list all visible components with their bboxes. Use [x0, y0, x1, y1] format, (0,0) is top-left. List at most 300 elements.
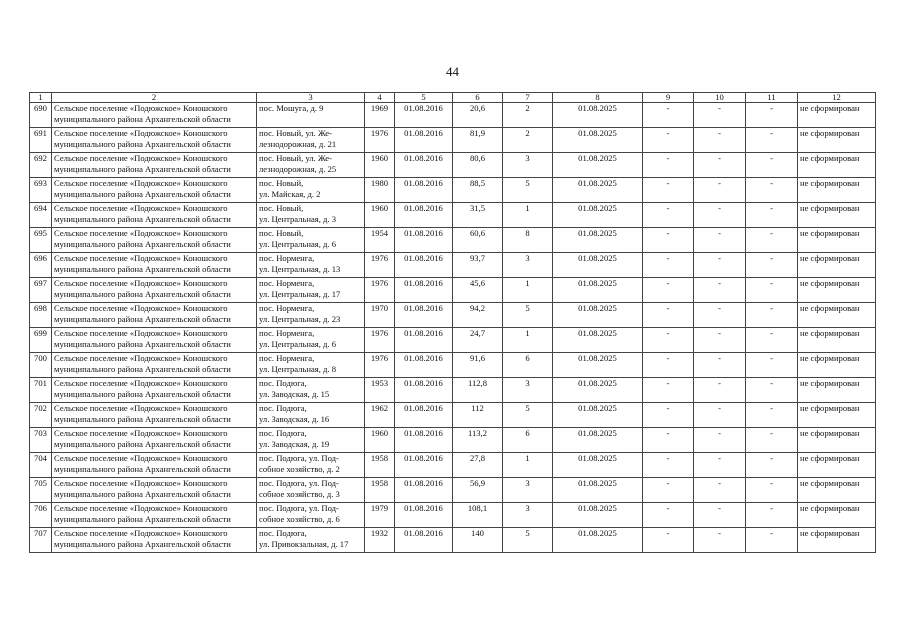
cell-area: 91,6 [453, 353, 503, 378]
cell-settlement-name [52, 203, 257, 228]
cell-address [257, 353, 365, 378]
cell-settlement-name [52, 278, 257, 303]
cell-count: 5 [503, 528, 553, 553]
register-table [29, 92, 876, 553]
settlement-name-line: муниципального района Архангельской области [54, 363, 231, 374]
cell-date-end: 01.08.2025 [553, 278, 643, 303]
cell-address [257, 203, 365, 228]
cell-col-9-value: - [643, 203, 694, 228]
cell-col-10-value: - [694, 203, 746, 228]
cell-count: 3 [503, 153, 553, 178]
address-line: ул. Майская, д. 2 [259, 188, 321, 199]
column-header-6: 6 [453, 93, 503, 103]
address-line: пос. Новый, [259, 203, 304, 213]
cell-col-11-value: - [746, 328, 798, 353]
cell-area: 20,6 [453, 103, 503, 128]
cell-address [257, 328, 365, 353]
settlement-name-line: Сельское поселение «Подюжское» Коношского [54, 328, 228, 338]
cell-settlement-name [52, 453, 257, 478]
cell-count: 3 [503, 503, 553, 528]
settlement-name-line: муниципального района Архангельской области [54, 138, 231, 149]
settlement-name-line: Сельское поселение «Подюжское» Коношского [54, 178, 228, 188]
cell-date-end: 01.08.2025 [553, 403, 643, 428]
cell-col-10-value: - [694, 278, 746, 303]
cell-col-11-value: - [746, 353, 798, 378]
cell-date-start: 01.08.2016 [395, 103, 453, 128]
cell-address [257, 403, 365, 428]
address-line: ул. Центральная, д. 13 [259, 263, 341, 274]
column-header-8: 8 [553, 93, 643, 103]
cell-count: 1 [503, 453, 553, 478]
settlement-name-line: Сельское поселение «Подюжское» Коношского [54, 153, 228, 163]
cell-status: не сформирован [798, 253, 876, 278]
cell-year-built: 1979 [365, 503, 395, 528]
cell-row-number: 694 [30, 203, 52, 228]
settlement-name-line: муниципального района Архангельской области [54, 538, 231, 549]
cell-row-number: 692 [30, 153, 52, 178]
table-row [30, 328, 876, 353]
cell-col-9-value: - [643, 503, 694, 528]
cell-year-built: 1976 [365, 128, 395, 153]
address-line: ул. Центральная, д. 6 [259, 238, 337, 249]
cell-col-10-value: - [694, 253, 746, 278]
cell-col-9-value: - [643, 403, 694, 428]
cell-date-end: 01.08.2025 [553, 378, 643, 403]
cell-row-number: 706 [30, 503, 52, 528]
table-row [30, 103, 876, 128]
cell-col-11-value: - [746, 103, 798, 128]
cell-col-11-value: - [746, 478, 798, 503]
cell-status: не сформирован [798, 128, 876, 153]
table-row [30, 453, 876, 478]
cell-date-end: 01.08.2025 [553, 453, 643, 478]
cell-row-number: 702 [30, 403, 52, 428]
cell-year-built: 1970 [365, 303, 395, 328]
cell-area: 93,7 [453, 253, 503, 278]
settlement-name-line: Сельское поселение «Подюжское» Коношского [54, 128, 228, 138]
cell-col-11-value: - [746, 453, 798, 478]
address-line: ул. Центральная, д. 6 [259, 338, 337, 349]
settlement-name-line: Сельское поселение «Подюжское» Коношского [54, 303, 228, 313]
cell-year-built: 1962 [365, 403, 395, 428]
cell-year-built: 1960 [365, 153, 395, 178]
cell-status: не сформирован [798, 403, 876, 428]
settlement-name-line: муниципального района Архангельской области [54, 213, 231, 224]
cell-status: не сформирован [798, 503, 876, 528]
cell-date-start: 01.08.2016 [395, 453, 453, 478]
cell-row-number: 697 [30, 278, 52, 303]
cell-row-number: 701 [30, 378, 52, 403]
cell-area: 80,6 [453, 153, 503, 178]
settlement-name-line: муниципального района Архангельской области [54, 113, 231, 124]
cell-count: 6 [503, 428, 553, 453]
address-line: пос. Новый, ул. Же- [259, 153, 332, 163]
cell-count: 3 [503, 253, 553, 278]
cell-col-10-value: - [694, 303, 746, 328]
table-row [30, 153, 876, 178]
address-line: ул. Центральная, д. 17 [259, 288, 341, 299]
cell-date-start: 01.08.2016 [395, 153, 453, 178]
cell-col-9-value: - [643, 353, 694, 378]
cell-date-start: 01.08.2016 [395, 228, 453, 253]
cell-row-number: 696 [30, 253, 52, 278]
address-line: пос. Норменга, [259, 253, 315, 263]
cell-date-end: 01.08.2025 [553, 103, 643, 128]
cell-address [257, 378, 365, 403]
table-row [30, 503, 876, 528]
table-row [30, 228, 876, 253]
cell-col-10-value: - [694, 103, 746, 128]
cell-status: не сформирован [798, 278, 876, 303]
cell-address [257, 303, 365, 328]
settlement-name-line: муниципального района Архангельской области [54, 388, 231, 399]
cell-col-9-value: - [643, 178, 694, 203]
settlement-name-line: Сельское поселение «Подюжское» Коношского [54, 378, 228, 388]
cell-col-10-value: - [694, 428, 746, 453]
cell-count: 3 [503, 478, 553, 503]
address-line: собное хозяйство, д. 2 [259, 463, 340, 474]
cell-date-end: 01.08.2025 [553, 478, 643, 503]
column-header-4: 4 [365, 93, 395, 103]
cell-year-built: 1976 [365, 278, 395, 303]
settlement-name-line: муниципального района Архангельской области [54, 338, 231, 349]
settlement-name-line: муниципального района Архангельской области [54, 488, 231, 499]
address-line: пос. Норменга, [259, 328, 315, 338]
cell-area: 94,2 [453, 303, 503, 328]
cell-settlement-name [52, 178, 257, 203]
address-line: ул. Заводская, д. 19 [259, 438, 330, 449]
cell-settlement-name [52, 153, 257, 178]
cell-status: не сформирован [798, 153, 876, 178]
settlement-name-line: муниципального района Архангельской области [54, 238, 231, 249]
table-row [30, 303, 876, 328]
cell-date-end: 01.08.2025 [553, 528, 643, 553]
cell-col-11-value: - [746, 378, 798, 403]
table-row [30, 203, 876, 228]
cell-year-built: 1932 [365, 528, 395, 553]
cell-col-9-value: - [643, 478, 694, 503]
table-row [30, 378, 876, 403]
cell-col-11-value: - [746, 503, 798, 528]
settlement-name-line: Сельское поселение «Подюжское» Коношского [54, 528, 228, 538]
cell-col-9-value: - [643, 128, 694, 153]
cell-col-10-value: - [694, 228, 746, 253]
settlement-name-line: Сельское поселение «Подюжское» Коношского [54, 203, 228, 213]
cell-year-built: 1960 [365, 203, 395, 228]
cell-settlement-name [52, 403, 257, 428]
cell-col-10-value: - [694, 128, 746, 153]
cell-col-9-value: - [643, 378, 694, 403]
cell-count: 5 [503, 303, 553, 328]
cell-count: 2 [503, 128, 553, 153]
cell-date-start: 01.08.2016 [395, 178, 453, 203]
cell-count: 3 [503, 378, 553, 403]
table-header-row [30, 93, 876, 103]
cell-year-built: 1958 [365, 478, 395, 503]
cell-date-start: 01.08.2016 [395, 203, 453, 228]
cell-col-9-value: - [643, 228, 694, 253]
address-line: ул. Привокзальная, д. 17 [259, 538, 349, 549]
cell-address [257, 528, 365, 553]
cell-year-built: 1976 [365, 328, 395, 353]
settlement-name-line: Сельское поселение «Подюжское» Коношского [54, 478, 228, 488]
address-line: пос. Подюга, ул. Под- [259, 503, 339, 513]
cell-date-start: 01.08.2016 [395, 503, 453, 528]
cell-address [257, 253, 365, 278]
cell-year-built: 1976 [365, 353, 395, 378]
settlement-name-line: муниципального района Архангельской области [54, 288, 231, 299]
address-line: ул. Центральная, д. 23 [259, 313, 341, 324]
cell-address [257, 128, 365, 153]
cell-col-10-value: - [694, 403, 746, 428]
cell-date-start: 01.08.2016 [395, 353, 453, 378]
cell-settlement-name [52, 428, 257, 453]
address-line: ул. Центральная, д. 8 [259, 363, 337, 374]
cell-col-10-value: - [694, 478, 746, 503]
cell-address [257, 453, 365, 478]
cell-col-11-value: - [746, 278, 798, 303]
cell-col-10-value: - [694, 528, 746, 553]
cell-date-end: 01.08.2025 [553, 503, 643, 528]
address-line: собное хозяйство, д. 6 [259, 513, 340, 524]
cell-area: 112 [453, 403, 503, 428]
cell-address [257, 428, 365, 453]
column-header-3: 3 [257, 93, 365, 103]
cell-col-11-value: - [746, 403, 798, 428]
cell-area: 108,1 [453, 503, 503, 528]
column-header-12: 12 [798, 93, 876, 103]
table-row [30, 128, 876, 153]
cell-count: 1 [503, 203, 553, 228]
address-line: пос. Новый, ул. Же- [259, 128, 332, 138]
cell-area: 112,8 [453, 378, 503, 403]
cell-date-start: 01.08.2016 [395, 253, 453, 278]
address-line: ул. Заводская, д. 16 [259, 413, 330, 424]
cell-col-10-value: - [694, 153, 746, 178]
cell-area: 81,9 [453, 128, 503, 153]
cell-count: 1 [503, 278, 553, 303]
cell-row-number: 699 [30, 328, 52, 353]
column-header-9: 9 [643, 93, 694, 103]
cell-col-11-value: - [746, 128, 798, 153]
cell-col-10-value: - [694, 453, 746, 478]
cell-count: 2 [503, 103, 553, 128]
settlement-name-line: Сельское поселение «Подюжское» Коношского [54, 228, 228, 238]
cell-address [257, 278, 365, 303]
cell-status: не сформирован [798, 303, 876, 328]
cell-date-end: 01.08.2025 [553, 178, 643, 203]
cell-col-11-value: - [746, 303, 798, 328]
cell-row-number: 695 [30, 228, 52, 253]
cell-col-11-value: - [746, 528, 798, 553]
cell-area: 24,7 [453, 328, 503, 353]
cell-year-built: 1953 [365, 378, 395, 403]
cell-settlement-name [52, 228, 257, 253]
cell-row-number: 693 [30, 178, 52, 203]
cell-settlement-name [52, 503, 257, 528]
cell-col-11-value: - [746, 228, 798, 253]
column-header-10: 10 [694, 93, 746, 103]
cell-address [257, 178, 365, 203]
settlement-name-line: муниципального района Архангельской области [54, 513, 231, 524]
column-header-11: 11 [746, 93, 798, 103]
cell-date-end: 01.08.2025 [553, 328, 643, 353]
settlement-name-line: Сельское поселение «Подюжское» Коношского [54, 353, 228, 363]
address-line: ул. Центральная, д. 3 [259, 213, 337, 224]
cell-date-end: 01.08.2025 [553, 153, 643, 178]
settlement-name-line: муниципального района Архангельской области [54, 163, 231, 174]
cell-col-9-value: - [643, 453, 694, 478]
cell-address [257, 478, 365, 503]
settlement-name-line: Сельское поселение «Подюжское» Коношского [54, 503, 228, 513]
column-header-1: 1 [30, 93, 52, 103]
table-row [30, 253, 876, 278]
address-line: пос. Подюга, ул. Под- [259, 478, 339, 488]
cell-address [257, 153, 365, 178]
address-line: лезнодорожная, д. 21 [259, 138, 337, 149]
cell-row-number: 707 [30, 528, 52, 553]
cell-area: 45,6 [453, 278, 503, 303]
cell-row-number: 698 [30, 303, 52, 328]
cell-status: не сформирован [798, 428, 876, 453]
cell-col-11-value: - [746, 428, 798, 453]
cell-date-start: 01.08.2016 [395, 303, 453, 328]
settlement-name-line: Сельское поселение «Подюжское» Коношского [54, 428, 228, 438]
address-line: собное хозяйство, д. 3 [259, 488, 340, 499]
cell-count: 8 [503, 228, 553, 253]
cell-col-10-value: - [694, 503, 746, 528]
cell-date-start: 01.08.2016 [395, 278, 453, 303]
settlement-name-line: муниципального района Архангельской области [54, 438, 231, 449]
cell-col-9-value: - [643, 103, 694, 128]
cell-date-end: 01.08.2025 [553, 228, 643, 253]
cell-col-9-value: - [643, 153, 694, 178]
cell-date-end: 01.08.2025 [553, 353, 643, 378]
settlement-name-line: Сельское поселение «Подюжское» Коношского [54, 278, 228, 288]
cell-date-start: 01.08.2016 [395, 403, 453, 428]
table-row [30, 353, 876, 378]
cell-year-built: 1969 [365, 103, 395, 128]
cell-col-11-value: - [746, 203, 798, 228]
cell-area: 140 [453, 528, 503, 553]
cell-status: не сформирован [798, 478, 876, 503]
cell-row-number: 705 [30, 478, 52, 503]
cell-col-10-value: - [694, 328, 746, 353]
cell-col-10-value: - [694, 353, 746, 378]
cell-area: 88,5 [453, 178, 503, 203]
address-line: пос. Новый, [259, 178, 304, 188]
settlement-name-line: муниципального района Архангельской области [54, 463, 231, 474]
cell-col-9-value: - [643, 328, 694, 353]
cell-status: не сформирован [798, 178, 876, 203]
cell-date-start: 01.08.2016 [395, 428, 453, 453]
cell-area: 27,8 [453, 453, 503, 478]
cell-area: 60,6 [453, 228, 503, 253]
cell-status: не сформирован [798, 203, 876, 228]
cell-status: не сформирован [798, 328, 876, 353]
table-row [30, 478, 876, 503]
column-header-7: 7 [503, 93, 553, 103]
address-line: пос. Новый, [259, 228, 304, 238]
address-line: лезнодорожная, д. 25 [259, 163, 337, 174]
address-line: пос. Мошуга, д. 9 [259, 103, 324, 113]
cell-col-10-value: - [694, 378, 746, 403]
address-line: пос. Подюга, [259, 403, 307, 413]
cell-status: не сформирован [798, 103, 876, 128]
cell-col-11-value: - [746, 253, 798, 278]
cell-year-built: 1960 [365, 428, 395, 453]
cell-settlement-name [52, 103, 257, 128]
cell-row-number: 691 [30, 128, 52, 153]
cell-year-built: 1980 [365, 178, 395, 203]
cell-settlement-name [52, 353, 257, 378]
cell-row-number: 703 [30, 428, 52, 453]
cell-col-9-value: - [643, 278, 694, 303]
cell-date-end: 01.08.2025 [553, 128, 643, 153]
cell-count: 1 [503, 328, 553, 353]
settlement-name-line: Сельское поселение «Подюжское» Коношского [54, 103, 228, 113]
cell-date-end: 01.08.2025 [553, 203, 643, 228]
settlement-name-line: муниципального района Архангельской области [54, 413, 231, 424]
table-row [30, 403, 876, 428]
cell-date-end: 01.08.2025 [553, 253, 643, 278]
cell-col-9-value: - [643, 428, 694, 453]
cell-address [257, 228, 365, 253]
cell-date-start: 01.08.2016 [395, 378, 453, 403]
cell-year-built: 1976 [365, 253, 395, 278]
settlement-name-line: Сельское поселение «Подюжское» Коношского [54, 253, 228, 263]
cell-row-number: 690 [30, 103, 52, 128]
settlement-name-line: Сельское поселение «Подюжское» Коношского [54, 453, 228, 463]
cell-settlement-name [52, 378, 257, 403]
cell-col-11-value: - [746, 153, 798, 178]
cell-year-built: 1958 [365, 453, 395, 478]
cell-col-9-value: - [643, 303, 694, 328]
cell-settlement-name [52, 253, 257, 278]
table-row [30, 178, 876, 203]
cell-col-11-value: - [746, 178, 798, 203]
table-row [30, 528, 876, 553]
address-line: пос. Подюга, ул. Под- [259, 453, 339, 463]
cell-settlement-name [52, 128, 257, 153]
column-header-5: 5 [395, 93, 453, 103]
address-line: пос. Норменга, [259, 353, 315, 363]
cell-status: не сформирован [798, 453, 876, 478]
column-header-2: 2 [52, 93, 257, 103]
settlement-name-line: Сельское поселение «Подюжское» Коношского [54, 403, 228, 413]
cell-address [257, 103, 365, 128]
address-line: ул. Заводская, д. 15 [259, 388, 330, 399]
settlement-name-line: муниципального района Архангельской области [54, 188, 231, 199]
cell-col-9-value: - [643, 253, 694, 278]
cell-settlement-name [52, 303, 257, 328]
address-line: пос. Норменга, [259, 303, 315, 313]
address-line: пос. Подюга, [259, 428, 307, 438]
table-row [30, 278, 876, 303]
cell-status: не сформирован [798, 378, 876, 403]
settlement-name-line: муниципального района Архангельской области [54, 313, 231, 324]
cell-date-end: 01.08.2025 [553, 428, 643, 453]
cell-settlement-name [52, 328, 257, 353]
cell-settlement-name [52, 478, 257, 503]
cell-date-start: 01.08.2016 [395, 528, 453, 553]
cell-date-start: 01.08.2016 [395, 328, 453, 353]
cell-count: 5 [503, 403, 553, 428]
cell-col-10-value: - [694, 178, 746, 203]
cell-date-start: 01.08.2016 [395, 478, 453, 503]
address-line: пос. Подюга, [259, 528, 307, 538]
page-number: 44 [446, 64, 459, 79]
